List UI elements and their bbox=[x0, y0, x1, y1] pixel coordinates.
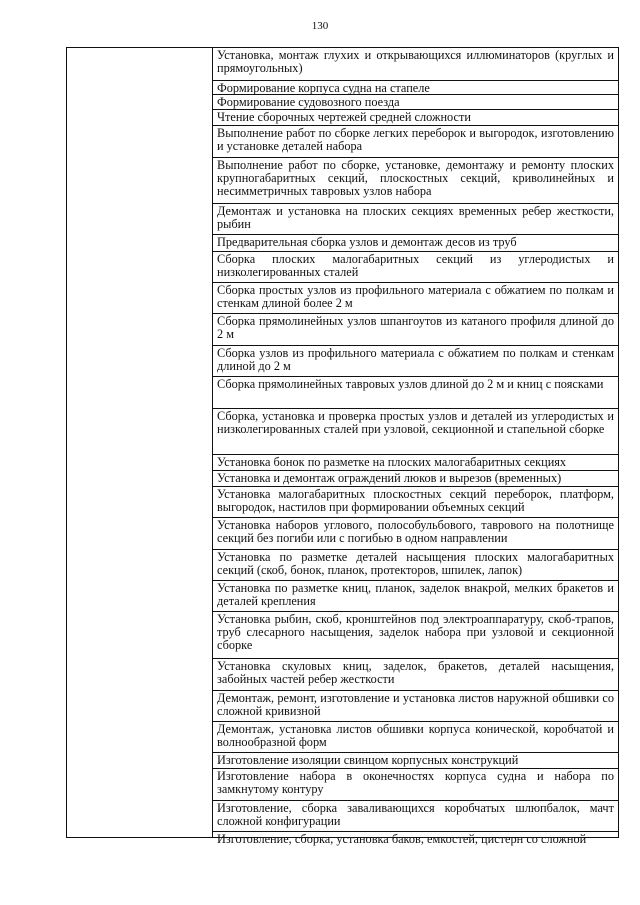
page-number: 130 bbox=[311, 20, 329, 32]
table-right-column bbox=[213, 48, 618, 852]
table-row: Предварительная сборка узлов и демонтаж десов из труб bbox=[213, 235, 618, 252]
table-row: Выполнение работ по сборке, установке, демонтажу и ремонту плоских крупногабаритных секций, плоскостных секций, криволинейных и несимметричных тавровых узлов набора bbox=[213, 158, 618, 204]
table-row: Формирование судовозного поезда bbox=[213, 95, 618, 110]
table-row: Установка бонок по разметке на плоских малогабаритных секциях bbox=[213, 455, 618, 471]
table-row: Установка по разметке книц, планок, заделок внакрой, мелких бракетов и деталей крепления bbox=[213, 581, 618, 612]
table-row: Демонтаж, ремонт, изготовление и установка листов наружной обшивки со сложной кривизной bbox=[213, 691, 618, 722]
table-row: Установка, монтаж глухих и открывающихся иллюминаторов (круглых и прямоугольных) bbox=[213, 48, 618, 81]
table-row: Установка и демонтаж ограждений люков и вырезов (временных) bbox=[213, 471, 618, 487]
table-row: Сборка узлов из профильного материала с обжатием по полкам и стенкам длиной до 2 м bbox=[213, 346, 618, 377]
table-row: Изготовление набора в оконечностях корпуса судна и набора по замкнутому контуру bbox=[213, 769, 618, 801]
table-row: Изготовление, сборка заваливающихся коробчатых шлюпбалок, мачт сложной конфигурации bbox=[213, 801, 618, 832]
table-row: Установка наборов углового, полособульбового, таврового на полотнище секций без погиби или с погибью в одном направлении bbox=[213, 518, 618, 550]
work-table bbox=[66, 47, 619, 846]
table-row: Установка малогабаритных плоскостных секций переборок, платформ, выгородок, настилов при формировании объемных секций bbox=[213, 487, 618, 518]
table-row: Изготовление изоляции свинцом корпусных конструкций bbox=[213, 753, 618, 769]
table-row: Сборка плоских малогабаритных секций из углеродистых и низколегированных сталей bbox=[213, 252, 618, 283]
table-row: Установка по разметке деталей насыщения плоских малогабаритных секций (скоб, бонок, планок, протекторов, шпилек, лапок) bbox=[213, 550, 618, 581]
table-row: Сборка простых узлов из профильного материала с обжатием по полкам и стенкам длиной более 2 м bbox=[213, 283, 618, 314]
table-left-column bbox=[67, 48, 213, 837]
table-row: Сборка прямолинейных тавровых узлов длиной до 2 м и книц с поясками bbox=[213, 377, 618, 409]
table-row: Демонтаж, установка листов обшивки корпуса конической, коробчатой и волнообразной форм bbox=[213, 722, 618, 753]
table-row: Чтение сборочных чертежей средней сложности bbox=[213, 110, 618, 126]
table-row: Сборка прямолинейных узлов шпангоутов из катаного профиля длиной до 2 м bbox=[213, 314, 618, 346]
table-row: Изготовление, сборка, установка баков, емкостей, цистерн со сложной bbox=[217, 832, 587, 846]
table-row: Формирование корпуса судна на стапеле bbox=[213, 81, 618, 95]
table-row: Демонтаж и установка на плоских секциях временных ребер жесткости, рыбин bbox=[213, 204, 618, 235]
table-row: Установка скуловых книц, заделок, бракетов, деталей насыщения, забойных частей ребер жесткости bbox=[213, 659, 618, 691]
table-row: Сборка, установка и проверка простых узлов и деталей из углеродистых и низколегированных сталей при узловой, секционной и стапельной сборке bbox=[213, 409, 618, 455]
table-row: Установка рыбин, скоб, кронштейнов под электроаппаратуру, скоб-трапов, труб слесарного насыщения, заделок набора при узловой и секционной сборке bbox=[213, 612, 618, 659]
table-row: Выполнение работ по сборке легких переборок и выгородок, изготовлению и установке деталей набора bbox=[213, 126, 618, 158]
